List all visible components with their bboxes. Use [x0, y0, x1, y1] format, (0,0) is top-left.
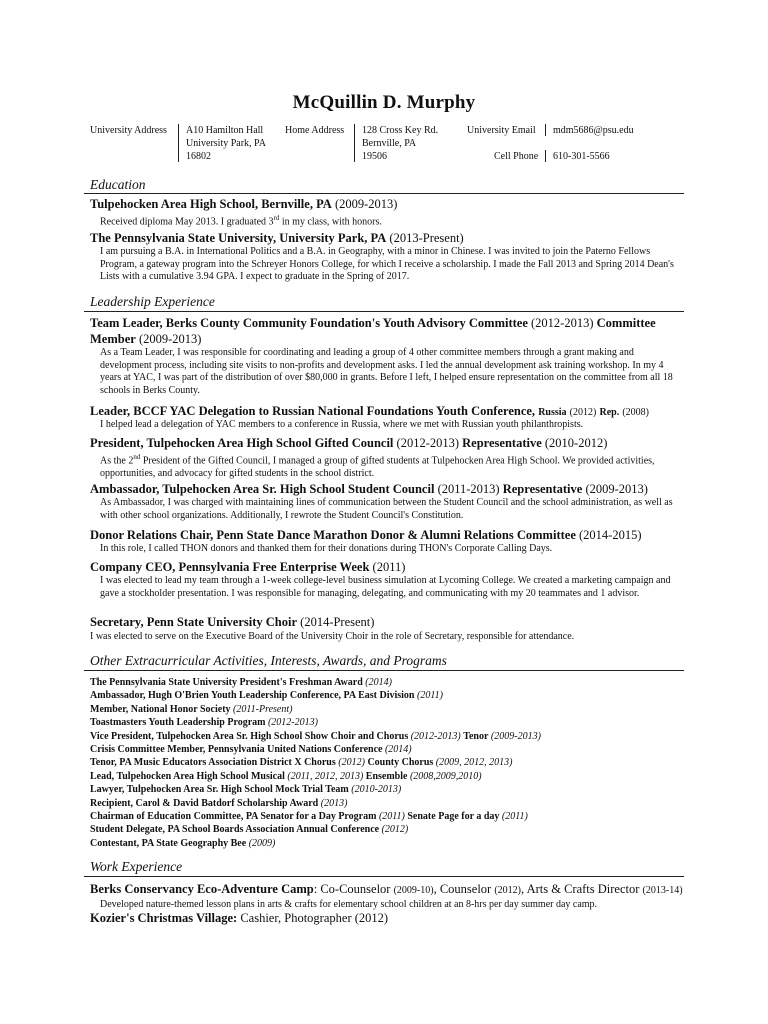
work-entry: Berks Conservancy Eco-Adventure Camp: Co-Counselor (2009-10), Counselor (2012), Arts & Crafts Director (2013-14) — [90, 882, 683, 896]
leadership-entry: Ambassador, Tulpehocken Area Sr. High School Student Council (2011-2013) Representative (2009-2013) — [90, 482, 648, 496]
list-item: Chairman of Education Committee, PA Senator for a Day Program (2011) Senate Page for a day (2011) — [90, 811, 528, 823]
phone[interactable]: 610-301-5566 — [553, 151, 610, 162]
home-address-label: Home Address — [285, 125, 345, 136]
resume-name: McQuillin D. Murphy — [292, 92, 476, 113]
section-rule — [84, 670, 684, 671]
leadership-description: I was elected to lead my team through a 1-week college-level business simulation at Lycoming College. We created a marketing campaign and gave a stockholder presentation. I was responsible for managing, delegating, and communicating with my 20 teammates and 1 advisor. — [100, 575, 671, 599]
education-entry: Tulpehocken Area High School, Bernville, PA (2009-2013) — [90, 197, 398, 211]
leadership-description: In this role, I called THON donors and thanked them for their donations during THON's Corporate Calling Days. — [100, 543, 553, 554]
list-item: Ambassador, Hugh O'Brien Youth Leadership Conference, PA East Division (2011) — [90, 690, 443, 702]
divider — [545, 124, 546, 136]
section-title-education: Education — [90, 177, 146, 192]
list-item: The Pennsylvania State University President's Freshman Award (2014) — [90, 677, 392, 688]
list-item: Tenor, PA Music Educators Association District X Chorus (2012) County Chorus (2009, 2012, 2013) — [90, 757, 513, 769]
home-address: 128 Cross Key Rd. Bernville, PA 19506 — [362, 125, 439, 162]
leadership-description: As a Team Leader, I was responsible for coordinating and leading a group of 4 other committee members through a grant making and development process, including site visits to non-profits and development asks. I led the annual development ask training workshop. In my 4 years at YAC, I was part of the distribution of over $80,000 in grants. Before I left, I helped ensure representation on the committee from all 18 schools in Berks County. — [100, 347, 673, 396]
list-item: Student Delegate, PA School Boards Association Annual Conference (2012) — [90, 824, 409, 836]
list-item: Recipient, Carol & David Batdorf Scholarship Award (2013) — [90, 797, 348, 809]
education-entry: The Pennsylvania State University, University Park, PA (2013-Present) — [90, 231, 464, 245]
section-title-leadership: Leadership Experience — [90, 294, 215, 309]
section-rule — [84, 876, 684, 877]
leadership-description: I helped lead a delegation of YAC members to a conference in Russia, where we met with Russian youth philanthropists. — [100, 419, 584, 430]
list-item: Member, National Honor Society (2011-Present) — [90, 703, 293, 715]
divider — [354, 124, 355, 162]
email[interactable]: mdm5686@psu.edu — [553, 125, 634, 136]
work-entry: Kozier's Christmas Village: Cashier, Photographer (2012) — [90, 911, 389, 925]
divider — [178, 124, 179, 162]
list-item: Lawyer, Tulpehocken Area Sr. High School Mock Trial Team (2010-2013) — [90, 784, 402, 796]
section-rule — [84, 193, 684, 194]
leadership-description: As the 2nd President of the Gifted Council, I managed a group of gifted students at Tulpehocken Area High School. We provided activities, opportunities, and advocacy for gifted students in the school district. — [100, 453, 655, 479]
education-description: I am pursuing a B.A. in International Politics and a B.A. in Geography, with a minor in Chinese. I was invited to join the Paterno Fellows Program, a gateway program into the Schreyer Honors College, for which I receive a scholarship. I made the Fall 2013 and Spring 2014 Dean's Lists with a cumulative 3.94 GPA. I expect to graduate in the Spring of 2017. — [100, 246, 674, 282]
leadership-entry: Donor Relations Chair, Penn State Dance Marathon Donor & Alumni Relations Committee (2014-2015) — [90, 528, 642, 542]
section-rule — [84, 311, 684, 312]
leadership-description: I was elected to serve on the Executive Board of the University Choir in the role of Secretary, responsible for attendance. — [90, 631, 575, 642]
list-item: Lead, Tulpehocken Area High School Musical (2011, 2012, 2013) Ensemble (2008,2009,2010) — [90, 770, 482, 782]
divider — [545, 150, 546, 162]
extracurricular-list — [90, 676, 690, 850]
university-address: A10 Hamilton Hall University Park, PA 16802 — [186, 125, 266, 162]
list-item: Vice President, Tulpehocken Area Sr. High School Show Choir and Chorus (2012-2013) Tenor (2009-2013) — [90, 730, 541, 742]
university-address-label: University Address — [90, 125, 167, 136]
list-item: Contestant, PA State Geography Bee (2009) — [90, 837, 276, 849]
work-description: Developed nature-themed lesson plans in arts & crafts for elementary school children at an 8-hrs per day summer day camp. — [100, 899, 598, 910]
phone-label: Cell Phone — [494, 151, 539, 162]
education-description: Received diploma May 2013. I graduated 3rd in my class, with honors. — [100, 214, 382, 228]
section-title-extracurricular: Other Extracurricular Activities, Interests, Awards, and Programs — [90, 653, 447, 668]
section-title-work: Work Experience — [90, 859, 183, 874]
leadership-entry: Team Leader, Berks County Community Foundation's Youth Advisory Committee (2012-2013) Committee Member (2009-2013) — [90, 316, 656, 346]
leadership-description: As Ambassador, I was charged with maintaining lines of communication between the Student Council and the school administration, as well as with other school organizations. Additionally, I rewrote the Student Council's Constitution. — [100, 497, 673, 521]
leadership-entry: Company CEO, Pennsylvania Free Enterprise Week (2011) — [90, 560, 406, 574]
leadership-entry: Leader, BCCF YAC Delegation to Russian National Foundations Youth Conference, Russia (2012) Rep. (2008) — [90, 404, 649, 418]
leadership-entry: Secretary, Penn State University Choir (2014-Present) — [90, 615, 375, 629]
leadership-entry: President, Tulpehocken Area High School Gifted Council (2012-2013) Representative (2010-2012) — [90, 436, 608, 450]
list-item: Crisis Committee Member, Pennsylvania United Nations Conference (2014) — [90, 744, 412, 756]
email-label: University Email — [467, 125, 536, 136]
list-item: Toastmasters Youth Leadership Program (2012-2013) — [90, 717, 318, 729]
